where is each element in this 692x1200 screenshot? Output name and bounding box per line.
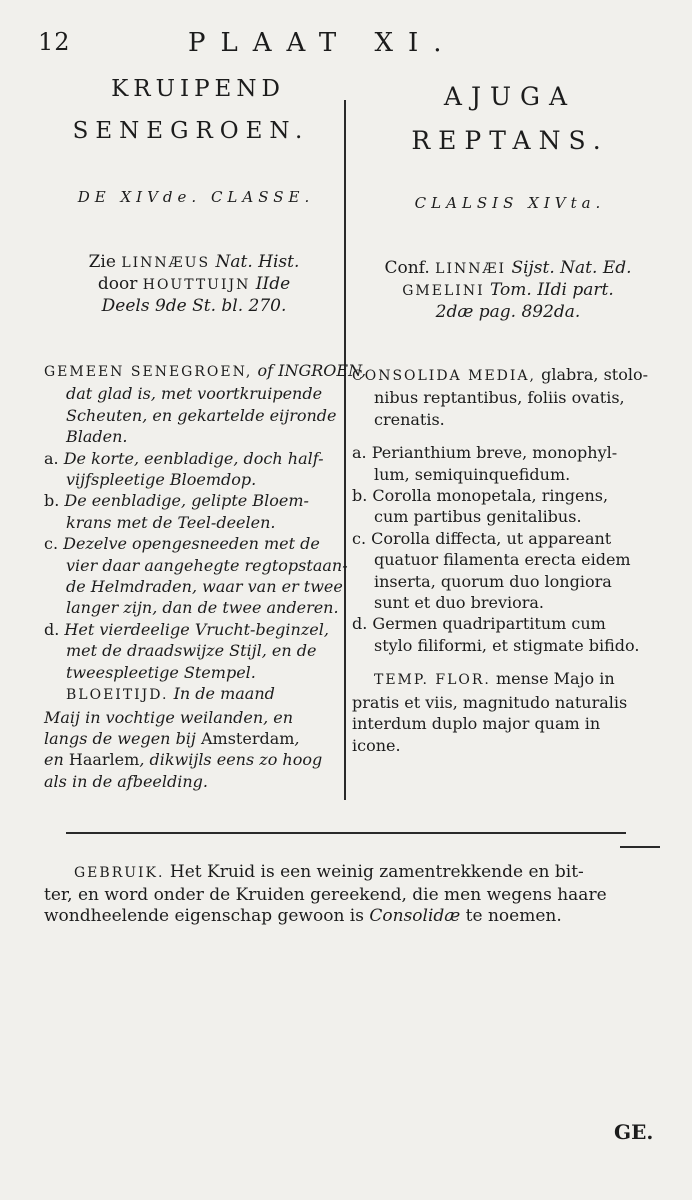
- latin-title-line2: REPTANS.: [411, 126, 609, 155]
- latin-desc-line: crenatis.: [374, 409, 445, 429]
- item-label: b.: [352, 486, 368, 506]
- ref-gmelini: GMELINI: [402, 283, 485, 299]
- temp-flor-text: icone.: [352, 735, 401, 755]
- page-number: 12: [38, 28, 71, 56]
- bloeitijd-text: , dikwijls eens zo hoog: [139, 750, 323, 770]
- latin-item-c-cont: inserta, quorum duo longiora: [374, 571, 612, 591]
- ref-zie: Zie: [88, 252, 116, 272]
- dutch-item-b-cont: krans met de Teel-deelen.: [66, 512, 276, 532]
- item-label: a.: [44, 448, 59, 468]
- latin-class-heading: CLALSIS XIVta.: [414, 194, 606, 212]
- bloeitijd-punct: ,: [294, 728, 300, 748]
- dutch-item-a: De korte, eenbladige, doch half-: [63, 448, 324, 468]
- item-label: d.: [44, 619, 60, 639]
- temp-flor-text: mense Majo in: [495, 669, 615, 689]
- temp-flor-text: interdum duplo major quam in: [352, 714, 601, 734]
- temp-flor-label: TEMP. FLOR.: [374, 672, 491, 689]
- dutch-item-c-cont: de Helmdraden, waar van er twee: [66, 577, 343, 597]
- ref-linnaeus: LINNÆUS: [121, 255, 211, 271]
- bloeitijd-text: Maij in vochtige weilanden, en: [44, 707, 294, 727]
- latin-reference: [348, 258, 668, 323]
- gebruik-label: GEBRUIK.: [74, 865, 165, 881]
- horizontal-rule-end: [620, 846, 660, 848]
- catchword: GE.: [614, 1120, 654, 1144]
- horizontal-rule: [66, 832, 626, 834]
- bloeitijd-text: langs de wegen bij: [44, 728, 196, 748]
- gebruik-text: ter, en word onder de Kruiden gereekend, die men wegens haare: [44, 884, 607, 905]
- bloeitijd-label: BLOEITIJD.: [66, 687, 169, 704]
- bloeitijd-text: In de maand: [173, 684, 275, 704]
- latin-description: [352, 364, 657, 756]
- ref-iide: IIde: [255, 274, 291, 294]
- gebruik-text: wondheelende eigenschap gewoon is: [44, 906, 364, 926]
- dutch-description: [44, 360, 367, 792]
- dutch-class-heading: DE XIVde. CLASSE.: [77, 188, 315, 206]
- dutch-title-line2: SENEGROEN.: [72, 118, 310, 144]
- dutch-title-line1: KRUIPEND: [111, 76, 285, 102]
- latin-item-c-cont: sunt et duo breviora.: [374, 593, 545, 613]
- dutch-item-b: De eenbladige, gelipte Bloem-: [64, 491, 309, 511]
- dutch-item-d-cont: met de draadswijze Stijl, en de: [66, 641, 317, 661]
- dutch-name-alt: of INGROEN,: [257, 361, 367, 380]
- temp-flor-text: pratis et viis, magnitudo naturalis: [352, 692, 628, 712]
- latin-item-d-cont: stylo filiformi, et stigmate bifido.: [374, 635, 640, 655]
- latin-item-a-cont: lum, semiquinquefidum.: [374, 464, 571, 484]
- item-label: d.: [352, 614, 368, 634]
- latin-item-b: Corolla monopetala, ringens,: [372, 486, 609, 506]
- latin-name: CONSOLIDA MEDIA,: [352, 368, 536, 384]
- latin-item-c: Corolla diffecta, ut appareant: [371, 528, 612, 548]
- ref-conf: Conf.: [384, 258, 430, 278]
- ref-houttuijn: HOUTTUIJN: [142, 277, 251, 293]
- dutch-desc-line: Scheuten, en gekartelde eijronde: [66, 405, 337, 425]
- bloeitijd-text: en: [44, 750, 64, 770]
- dutch-desc-line: Bladen.: [66, 427, 128, 447]
- place-amsterdam: Amsterdam: [200, 728, 295, 748]
- gebruik-term: Consolidæ: [369, 906, 461, 926]
- dutch-reference: [44, 252, 344, 317]
- dutch-item-c: Dezelve opengesneeden met de: [63, 534, 320, 554]
- ref-nat-hist: Nat. Hist.: [215, 252, 300, 272]
- bloeitijd-text: als in de afbeelding.: [44, 771, 209, 791]
- gebruik-text: te noemen.: [465, 906, 562, 926]
- dutch-item-c-cont: vier daar aangehegte regtopstaan-: [66, 555, 348, 575]
- gebruik-text: Het Kruid is een weinig zamentrekkende en bit-: [169, 862, 584, 882]
- dutch-desc-line: dat glad is, met voortkruipende: [66, 384, 323, 404]
- latin-item-b-cont: cum partibus genitalibus.: [374, 507, 582, 527]
- item-label: c.: [44, 534, 59, 554]
- latin-title-line1: AJUGA: [443, 82, 577, 111]
- ref-door: door: [97, 274, 138, 294]
- ref-linnaei: LINNÆI: [435, 261, 507, 277]
- place-haarlem: Haarlem: [68, 750, 140, 770]
- ref-pag: 2dæ pag. 892da.: [435, 302, 581, 322]
- ref-deels: Deels 9de St. bl. 270.: [101, 296, 287, 316]
- latin-desc-line: nibus reptantibus, foliis ovatis,: [374, 388, 625, 408]
- dutch-item-a-cont: vijfspleetige Bloemdop.: [66, 470, 257, 490]
- ref-tom: Tom. IIdi part.: [490, 280, 614, 300]
- item-label: b.: [44, 491, 60, 511]
- dutch-item-d-cont: tweespleetige Stempel.: [66, 662, 256, 682]
- dutch-name: GEMEEN SENEGROEN,: [44, 364, 253, 380]
- dutch-item-c-cont: langer zijn, dan de twee anderen.: [66, 598, 339, 618]
- dutch-item-d: Het vierdeelige Vrucht-beginzel,: [64, 619, 329, 639]
- gebruik-paragraph: [44, 862, 664, 928]
- item-label: a.: [352, 443, 367, 463]
- ref-syst: Sijst. Nat. Ed.: [511, 258, 632, 278]
- running-title: PLAAT XI.: [188, 28, 457, 58]
- latin-item-a: Perianthium breve, monophyl-: [371, 443, 618, 463]
- latin-desc-line: glabra, stolo-: [541, 365, 649, 384]
- item-label: c.: [352, 528, 367, 548]
- latin-item-d: Germen quadripartitum cum: [372, 614, 606, 634]
- latin-item-c-cont: quatuor filamenta erecta eidem: [374, 550, 631, 570]
